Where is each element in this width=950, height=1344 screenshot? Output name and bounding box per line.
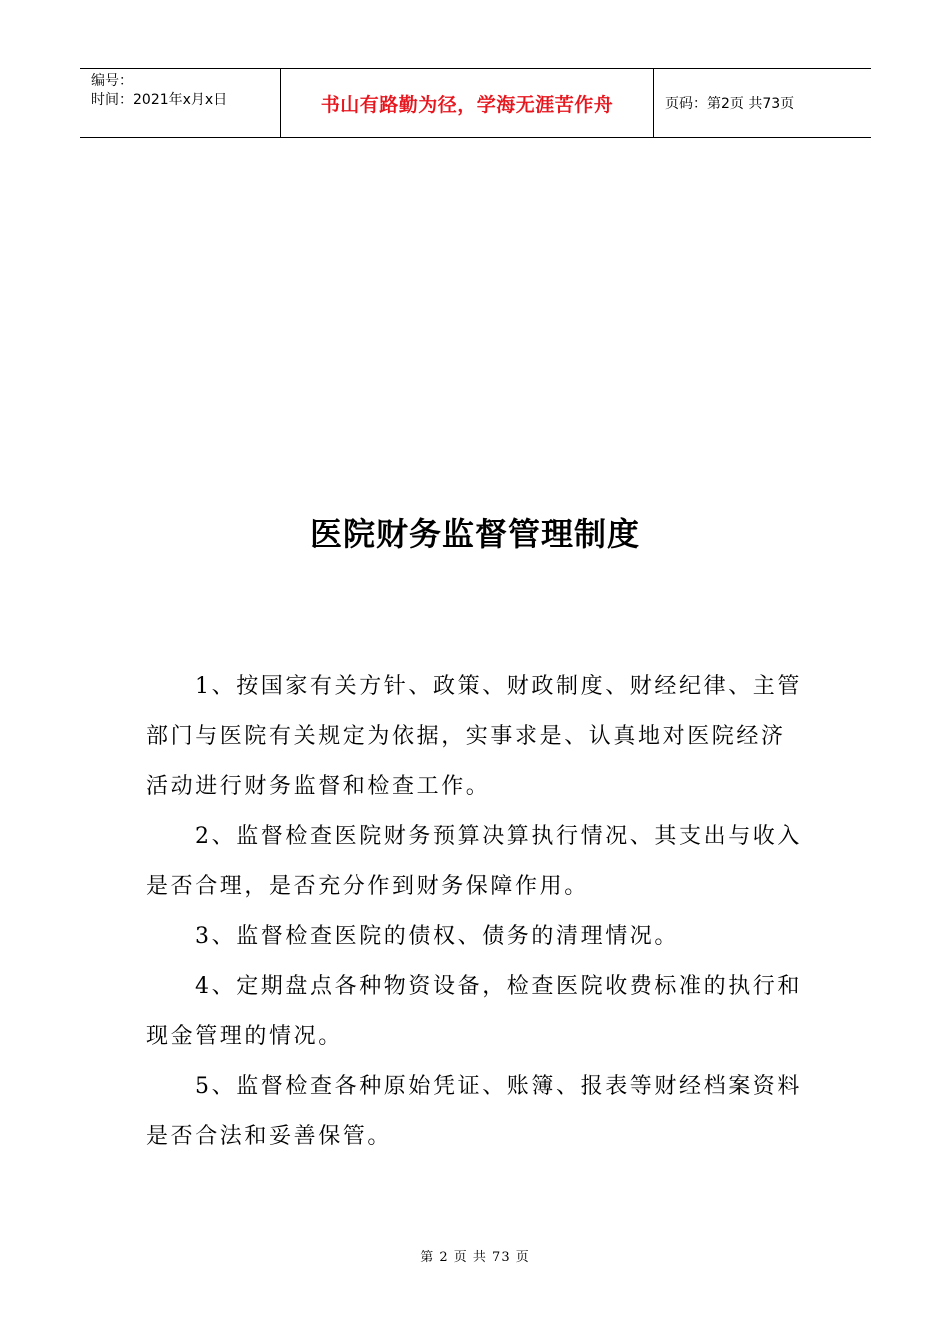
- header-page-info: 页码：第2页 共73页: [665, 96, 795, 112]
- paragraph-1: 1、按国家有关方针、政策、财政制度、财经纪律、主管部门与医院有关规定为依据，实事求是、认真地对医院经济活动进行财务监督和检查工作。: [146, 674, 802, 799]
- header-motto: 书山有路勤为径，学海无涯苦作舟: [281, 69, 654, 137]
- header-meta-cell: [80, 69, 281, 137]
- paragraph-4: 4、定期盘点各种物资设备，检查医院收费标准的执行和现金管理的情况。: [146, 974, 802, 1049]
- page-footer: 第 2 页 共 73 页: [420, 1250, 530, 1265]
- header-time-label: 时间：2021年x月x日: [91, 92, 228, 108]
- paragraph-5: 5、监督检查各种原始凭证、账簿、报表等财经档案资料是否合法和妥善保管。: [146, 1074, 802, 1149]
- paragraph-3: 3、监督检查医院的债权、债务的清理情况。: [195, 924, 679, 949]
- document-title: 医院财务监督管理制度: [309, 515, 640, 553]
- paragraph-2: 2、监督检查医院财务预算决算执行情况、其支出与收入是否合理，是否充分作到财务保障作用。: [146, 824, 802, 899]
- document-body: [146, 662, 802, 1162]
- header-number-label: 编号：: [91, 73, 133, 89]
- page-header: [80, 68, 871, 138]
